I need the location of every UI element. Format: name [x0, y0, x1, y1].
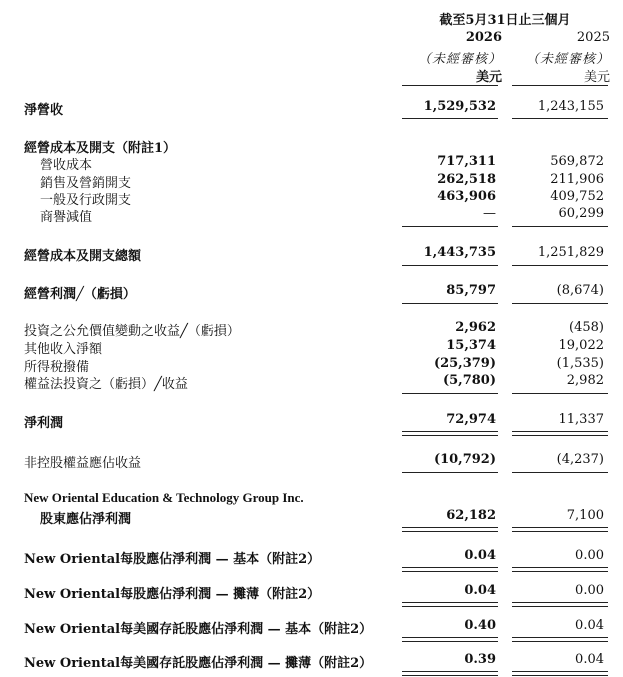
column-unit-2025: 美元	[583, 70, 610, 85]
value-2026-general-admin: 463,906	[437, 189, 496, 204]
row-label-total-operating-costs: 經營成本及開支總額	[24, 249, 142, 264]
row-label-operating-costs: 經營成本及開支（附註1）	[24, 141, 177, 156]
double-rule-eps-basic-2026	[402, 567, 498, 572]
row-label-goodwill-impairment: 商譽減值	[40, 210, 93, 225]
column-audit-2025: （未經審核）	[525, 52, 610, 67]
double-rule-net-profit-2025	[512, 431, 608, 436]
value-2026-noncontrolling-interest: (10,792)	[433, 452, 496, 467]
double-rule-eps-ads-diluted-2026	[402, 671, 498, 676]
rule-noncontrolling-2025	[512, 472, 608, 473]
value-2025-selling-marketing: 211,906	[550, 172, 604, 187]
row-label-eps-diluted: New Oriental每股應佔淨利潤 — 攤薄（附註2）	[24, 587, 321, 602]
row-label-noncontrolling-interest: 非控股權益應佔收益	[24, 456, 142, 471]
value-2026-selling-marketing: 262,518	[437, 172, 496, 187]
value-2025-cost-of-revenue: 569,872	[550, 154, 604, 169]
rule-costs-subtotal-2026	[402, 226, 498, 227]
value-2025-goodwill-impairment: 60,299	[558, 206, 604, 221]
rule-pretax-2025	[512, 393, 608, 394]
value-2026-eps-basic: 0.04	[464, 548, 496, 563]
row-label-investment-fair-value: 投資之公允價值變動之收益╱（虧損）	[24, 324, 240, 339]
rule-operating-profit-2025	[512, 303, 608, 304]
value-2026-income-tax: (25,379)	[433, 356, 496, 371]
rule-costs-subtotal-2025	[512, 226, 608, 227]
row-label-general-admin: 一般及行政開支	[40, 193, 132, 208]
value-2026-operating-profit: 85,797	[446, 283, 496, 298]
double-rule-attributable-2026	[402, 527, 498, 532]
value-2025-net-profit: 11,337	[558, 412, 604, 427]
rule-operating-profit-2026	[402, 303, 498, 304]
value-2025-eps-ads-diluted: 0.04	[575, 652, 604, 667]
column-year-2025: 2025	[576, 30, 610, 45]
double-rule-eps-ads-basic-2025	[512, 637, 608, 642]
rule-net-revenue-2026	[402, 118, 498, 119]
value-2025-eps-basic: 0.00	[575, 548, 604, 563]
value-2026-net-revenue: 1,529,532	[423, 99, 496, 114]
value-2026-equity-method: (5,780)	[442, 373, 496, 388]
row-label-eps-ads-basic: New Oriental每美國存託股應佔淨利潤 — 基本（附註2）	[24, 622, 373, 637]
value-2026-other-income: 15,374	[446, 338, 496, 353]
value-2026-cost-of-revenue: 717,311	[437, 154, 496, 169]
value-2025-attributable-net-profit: 7,100	[566, 508, 604, 523]
double-rule-eps-ads-basic-2026	[402, 637, 498, 642]
value-2026-eps-ads-basic: 0.40	[464, 618, 496, 633]
value-2025-net-revenue: 1,243,155	[537, 99, 604, 114]
value-2026-investment-fair-value: 2,962	[455, 320, 496, 335]
row-label-cost-of-revenue: 營收成本	[40, 158, 93, 173]
value-2026-total-operating-costs: 1,443,735	[423, 245, 496, 260]
value-2025-operating-profit: (8,674)	[556, 283, 604, 298]
column-unit-2026: 美元	[475, 70, 502, 85]
row-label-selling-marketing: 銷售及營銷開支	[40, 176, 132, 191]
row-label-company-name: New Oriental Education & Technology Group Inc.	[24, 490, 304, 505]
row-label-equity-method: 權益法投資之（虧損）╱收益	[24, 377, 188, 392]
value-2025-general-admin: 409,752	[550, 189, 604, 204]
row-label-eps-basic: New Oriental每股應佔淨利潤 — 基本（附註2）	[24, 552, 321, 567]
row-label-income-tax: 所得稅撥備	[24, 360, 90, 375]
value-2025-noncontrolling-interest: (4,237)	[556, 452, 604, 467]
rule-total-costs-2026	[402, 265, 498, 266]
header-rule-2026	[402, 85, 498, 86]
value-2026-eps-ads-diluted: 0.39	[464, 652, 496, 667]
value-2025-eps-ads-basic: 0.04	[575, 618, 604, 633]
column-year-2026: 2026	[465, 30, 502, 45]
row-label-net-revenue: 淨營收	[24, 103, 64, 118]
row-label-other-income: 其他收入淨額	[24, 342, 103, 357]
row-label-eps-ads-diluted: New Oriental每美國存託股應佔淨利潤 — 攤薄（附註2）	[24, 656, 373, 671]
row-label-net-profit: 淨利潤	[24, 416, 64, 431]
double-rule-net-profit-2026	[402, 431, 498, 436]
double-rule-eps-basic-2025	[512, 567, 608, 572]
value-2026-attributable-net-profit: 62,182	[446, 508, 496, 523]
value-2025-equity-method: 2,982	[566, 373, 604, 388]
value-2026-eps-diluted: 0.04	[464, 583, 496, 598]
row-label-attributable-net-profit: 股東應佔淨利潤	[40, 512, 132, 527]
rule-total-costs-2025	[512, 265, 608, 266]
rule-pretax-2026	[402, 393, 498, 394]
rule-net-revenue-2025	[512, 118, 608, 119]
value-2025-investment-fair-value: (458)	[569, 320, 604, 335]
value-2025-other-income: 19,022	[558, 338, 604, 353]
period-header: 截至5月31日止三個月	[439, 13, 571, 28]
double-rule-eps-ads-diluted-2025	[512, 671, 608, 676]
header-rule-2025	[512, 85, 608, 86]
double-rule-eps-diluted-2026	[402, 602, 498, 607]
value-2026-goodwill-impairment: —	[483, 206, 496, 221]
value-2025-eps-diluted: 0.00	[575, 583, 604, 598]
value-2025-income-tax: (1,535)	[556, 356, 604, 371]
double-rule-eps-diluted-2025	[512, 602, 608, 607]
rule-noncontrolling-2026	[402, 472, 498, 473]
column-audit-2026: （未經審核）	[417, 52, 502, 67]
value-2025-total-operating-costs: 1,251,829	[537, 245, 604, 260]
value-2026-net-profit: 72,974	[446, 412, 496, 427]
row-label-operating-profit: 經營利潤╱（虧損）	[24, 287, 136, 302]
double-rule-attributable-2025	[512, 527, 608, 532]
